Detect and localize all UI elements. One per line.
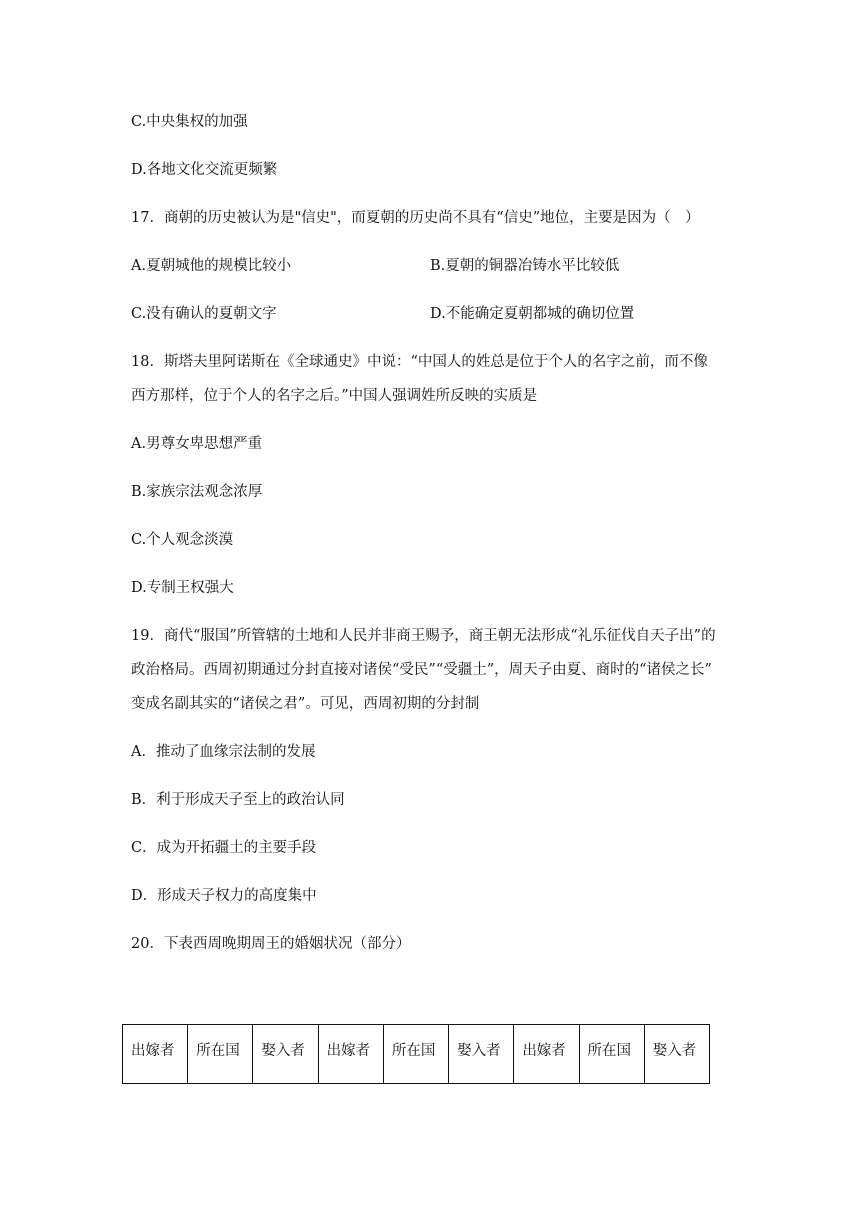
table-header-cell: 出嫁者 (318, 1025, 383, 1084)
option-d-line: D.各地文化交流更频繁 (131, 162, 278, 178)
question-17-option-c: C.没有确认的夏朝文字 (131, 306, 277, 322)
question-17-option-d: D.不能确定夏朝都城的确切位置 (430, 306, 635, 322)
table-row (123, 1025, 710, 1084)
option-c-line: C.中央集权的加强 (131, 114, 248, 130)
question-17-option-a: A.夏朝城他的规模比较小 (131, 258, 292, 274)
marriage-table (122, 1024, 710, 1084)
question-19-option-b: B．利于形成天子至上的政治认同 (131, 792, 345, 808)
table-header-cell: 所在国 (579, 1025, 644, 1084)
table-header-cell: 娶入者 (449, 1025, 514, 1084)
question-18-option-a: A.男尊女卑思想严重 (131, 436, 263, 452)
question-19-text-line-3: 变成名副其实的“诸侯之君”。可见，西周初期的分封制 (131, 696, 480, 712)
question-18-option-c: C.个人观念淡漠 (131, 532, 234, 548)
question-17-text: 17．商朝的历史被认为是"信史"，而夏朝的历史尚不具有“信史”地位，主要是因为（ ） (131, 210, 700, 226)
table-header-cell: 所在国 (383, 1025, 448, 1084)
question-18-text-line-1: 18．斯塔夫里阿诺斯在《全球通史》中说：“中国人的姓总是位于个人的名字之前，而不像 (131, 354, 708, 370)
question-17-option-b: B.夏朝的铜器冶铸水平比较低 (430, 258, 620, 274)
question-19-option-c: C．成为开拓疆土的主要手段 (131, 840, 317, 856)
question-19-text-line-1: 19．商代“服国”所管辖的土地和人民并非商王赐予，商王朝无法形成“礼乐征伐自天子出”的 (131, 628, 716, 644)
table-header-cell: 娶入者 (253, 1025, 318, 1084)
question-18-option-d: D.专制王权强大 (131, 580, 234, 596)
question-19-option-d: D．形成天子权力的高度集中 (131, 888, 317, 904)
table-header-cell: 娶入者 (644, 1025, 709, 1084)
table-header-cell: 所在国 (188, 1025, 253, 1084)
question-18-option-b: B.家族宗法观念浓厚 (131, 484, 263, 500)
question-20-text: 20．下表西周晚期周王的婚姻状况（部分） (131, 936, 411, 952)
table-header-cell: 出嫁者 (514, 1025, 579, 1084)
table-header-cell: 出嫁者 (123, 1025, 188, 1084)
question-18-text-line-2: 西方那样，位于个人的名字之后。”中国人强调姓所反映的实质是 (131, 388, 538, 404)
question-19-option-a: A．推动了血缘宗法制的发展 (131, 744, 316, 760)
question-19-text-line-2: 政治格局。西周初期通过分封直接对诸侯“受民”“受疆土”，周天子由夏、商时的“诸侯之长” (131, 662, 712, 678)
